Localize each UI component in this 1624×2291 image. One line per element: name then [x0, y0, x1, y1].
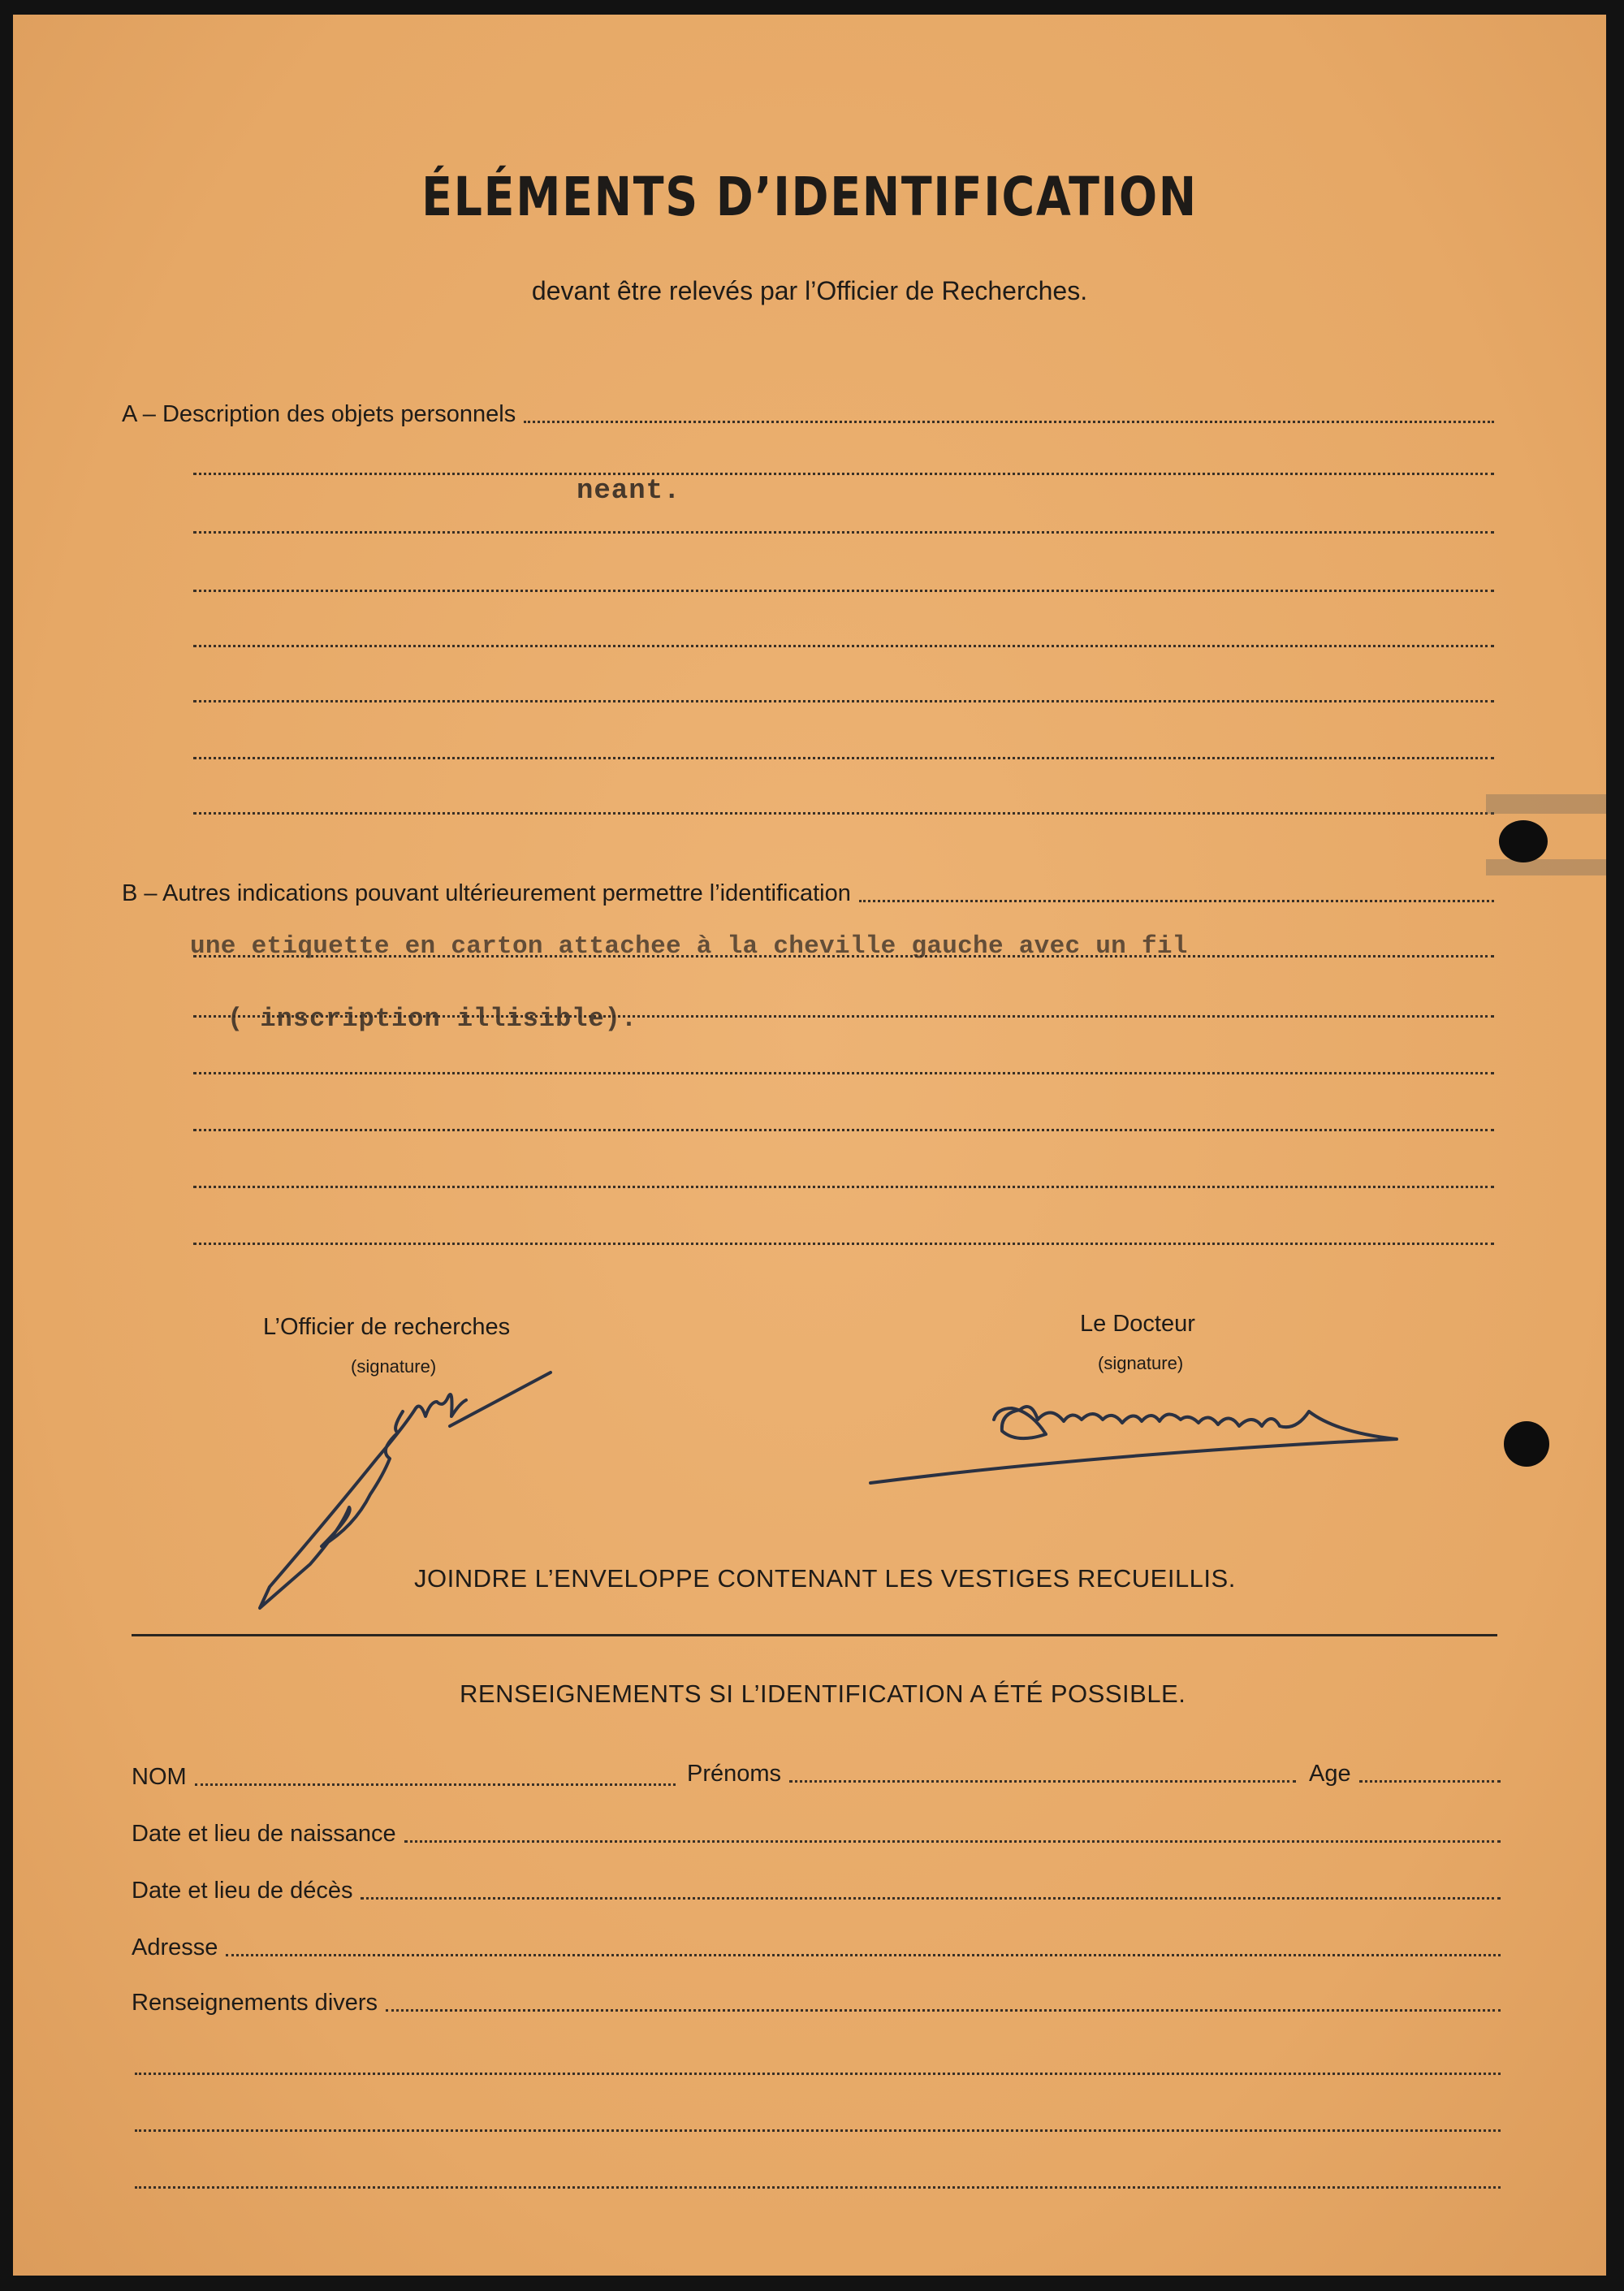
nom-row — [132, 1764, 676, 1791]
form-title: ÉLÉMENTS D’IDENTIFICATION — [421, 166, 1198, 228]
section-b-line-4 — [193, 1129, 1494, 1131]
prenoms-label: Prénoms — [687, 1761, 782, 1787]
adresse-row — [132, 1934, 1501, 1961]
deces-label: Date et lieu de décès — [132, 1878, 353, 1904]
naissance-dotted-line — [404, 1839, 1501, 1843]
section-a-row — [122, 401, 1494, 428]
identification-heading: RENSEIGNEMENTS SI L’IDENTIFICATION A ÉTÉ POSSIBLE. — [460, 1679, 1186, 1708]
doctor-label: Le Docteur — [1080, 1311, 1195, 1337]
naissance-label: Date et lieu de naissance — [132, 1821, 396, 1847]
deces-row — [132, 1878, 1501, 1904]
doctor-signature-caption: (signature) — [1098, 1353, 1184, 1373]
section-divider — [132, 1634, 1497, 1636]
officer-signature-caption: (signature) — [351, 1356, 437, 1377]
enclosure-note: JOINDRE L’ENVELOPPE CONTENANT LES VESTIGES RECUEILLIS. — [414, 1564, 1236, 1593]
section-b-typed-line-2: ( inscription illisible). — [227, 1004, 638, 1034]
form-page — [13, 15, 1606, 2276]
section-a-typed-text: neant. — [577, 476, 681, 507]
divers-line-3 — [135, 2129, 1501, 2132]
section-a-line-1 — [193, 473, 1494, 475]
adresse-dotted-line — [226, 1953, 1501, 1956]
section-a-line-4 — [193, 645, 1494, 647]
nom-dotted-line — [195, 1783, 676, 1786]
section-b-typed-line-1: une etiquette en carton attachee à la cheville gauche avec un fil — [190, 932, 1188, 961]
doctor-signature — [857, 1363, 1426, 1493]
section-a-dotted-line — [524, 420, 1494, 423]
section-b-line-5 — [193, 1186, 1494, 1188]
adresse-label: Adresse — [132, 1934, 218, 1960]
section-b-row — [122, 880, 1494, 907]
prenoms-dotted-line — [789, 1779, 1296, 1783]
section-a-line-2 — [193, 531, 1494, 534]
binder-stain-lower — [1486, 859, 1606, 875]
age-row — [1309, 1761, 1501, 1787]
divers-label: Renseignements divers — [132, 1990, 378, 2016]
divers-line-4 — [135, 2186, 1501, 2189]
section-b-label: B – Autres indications pouvant ultérieurement permettre l’identification — [122, 880, 851, 906]
divers-dotted-line — [386, 2008, 1501, 2012]
deces-dotted-line — [361, 1896, 1501, 1900]
age-label: Age — [1309, 1761, 1351, 1787]
officer-label: L’Officier de recherches — [263, 1314, 511, 1340]
section-a-line-5 — [193, 700, 1494, 702]
punch-hole-upper — [1499, 820, 1548, 862]
section-b-line-2 — [193, 1015, 1494, 1018]
prenoms-row — [687, 1761, 1296, 1787]
age-dotted-line — [1359, 1779, 1501, 1783]
divers-line-2 — [135, 2073, 1501, 2075]
section-b-line-6 — [193, 1243, 1494, 1245]
section-b-line-1 — [193, 955, 1494, 957]
naissance-row — [132, 1821, 1501, 1848]
punch-hole-lower — [1504, 1421, 1549, 1467]
section-b-dotted-line — [859, 899, 1494, 902]
form-subtitle: devant être relevés par l’Officier de Recherches. — [531, 276, 1088, 305]
section-a-line-3 — [193, 590, 1494, 592]
section-a-line-7 — [193, 812, 1494, 815]
binder-stain-upper — [1486, 794, 1606, 814]
section-b-line-3 — [193, 1072, 1494, 1074]
section-a-line-6 — [193, 757, 1494, 759]
section-a-label: A – Description des objets personnels — [122, 401, 516, 427]
nom-label: NOM — [132, 1764, 187, 1790]
divers-row — [132, 1990, 1501, 2017]
